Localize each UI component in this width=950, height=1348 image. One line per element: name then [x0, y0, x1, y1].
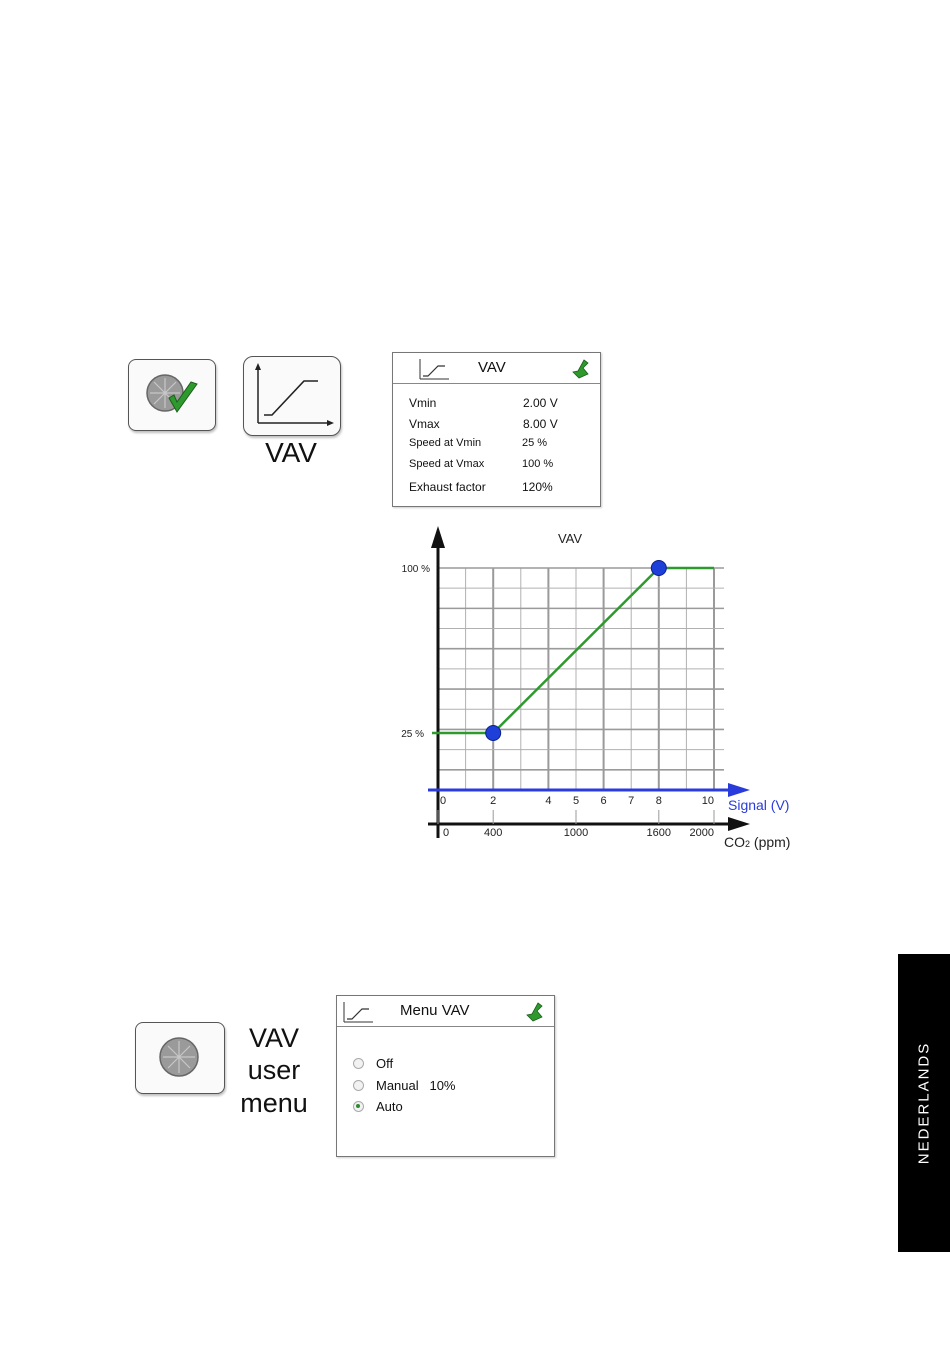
- y-tick-label: 100 %: [401, 564, 430, 575]
- co2-tick-label: 400: [484, 827, 503, 839]
- param-value: 8.00 V: [523, 417, 558, 431]
- co2-label-unit: (ppm): [750, 834, 791, 850]
- vav-curve-icon: [417, 357, 451, 381]
- option-label: Off: [376, 1056, 394, 1071]
- panel-header: [393, 353, 600, 384]
- param-value: 25 %: [522, 437, 548, 449]
- back-arrow-icon[interactable]: [525, 1001, 547, 1023]
- param-label: Vmin: [409, 396, 437, 410]
- radio-button[interactable]: [353, 1080, 364, 1091]
- vav-icon-label: VAV: [265, 437, 317, 468]
- signal-tick-label: 2: [490, 795, 497, 807]
- panel-title: Menu VAV: [400, 1002, 470, 1019]
- curve-point: [486, 726, 501, 741]
- param-label: Vmax: [409, 417, 440, 431]
- param-value: 100 %: [522, 458, 554, 470]
- vav-graph-button[interactable]: [243, 356, 341, 436]
- panel-header: [337, 996, 554, 1027]
- signal-tick-label: 0: [439, 795, 447, 807]
- co2-axis-label: [724, 834, 790, 850]
- co2-tick-label: 0: [442, 827, 450, 839]
- co2-axis-arrow: [728, 817, 750, 831]
- y-tick-label: 25 %: [401, 729, 424, 740]
- label-line: VAV: [248, 1023, 300, 1053]
- param-label: Exhaust factor: [409, 480, 486, 494]
- option-label: Auto: [376, 1099, 403, 1114]
- signal-tick-label: 7: [628, 795, 635, 807]
- dial-with-checkmark-icon: [129, 360, 215, 430]
- label-line: user: [247, 1055, 301, 1086]
- dial-knob-icon: [136, 1023, 224, 1093]
- signal-tick-label: 6: [600, 795, 607, 807]
- param-value: 2.00 V: [523, 396, 558, 410]
- signal-axis-label: Signal (V): [728, 797, 790, 813]
- side-tab-label: NEDERLANDS: [915, 1041, 933, 1165]
- co2-tick-label: 1600: [646, 827, 672, 839]
- option-label: Manual 10%: [376, 1078, 456, 1093]
- option-auto[interactable]: [353, 1099, 403, 1114]
- user-menu-label: [228, 1022, 320, 1119]
- dial-button[interactable]: [135, 1022, 225, 1094]
- radio-button[interactable]: [353, 1058, 364, 1069]
- y-axis-arrow: [431, 526, 445, 548]
- param-value: 120%: [522, 480, 553, 494]
- co2-label-sub: 2: [745, 839, 751, 849]
- language-side-tab: [898, 954, 950, 1252]
- panel-title: VAV: [478, 359, 506, 376]
- option-off[interactable]: [353, 1056, 393, 1071]
- signal-tick-label: 10: [701, 795, 714, 807]
- chart-title: VAV: [557, 531, 583, 546]
- signal-tick-label: 5: [572, 795, 580, 807]
- curve-point: [651, 561, 666, 576]
- label-line: menu: [240, 1087, 308, 1118]
- menu-vav-panel: [336, 995, 555, 1157]
- signal-tick-label: 4: [545, 795, 552, 807]
- option-manual[interactable]: [353, 1078, 456, 1093]
- param-label: Speed at Vmin: [409, 437, 482, 449]
- vav-curve-line: [432, 568, 714, 733]
- vav-chart: [380, 520, 820, 860]
- param-label: Speed at Vmax: [409, 458, 485, 470]
- confirm-dial-button[interactable]: [128, 359, 216, 431]
- vav-curve-icon: [244, 357, 340, 435]
- signal-tick-label: 8: [655, 795, 662, 807]
- radio-button-selected[interactable]: [353, 1101, 364, 1112]
- signal-axis-arrow: [728, 783, 750, 797]
- co2-label-main: CO: [724, 834, 745, 850]
- co2-tick-label: 2000: [689, 827, 714, 839]
- co2-tick-label: 1000: [563, 827, 589, 839]
- back-arrow-icon[interactable]: [571, 358, 593, 380]
- vav-settings-panel: [392, 352, 601, 507]
- vav-curve-icon: [341, 1000, 375, 1024]
